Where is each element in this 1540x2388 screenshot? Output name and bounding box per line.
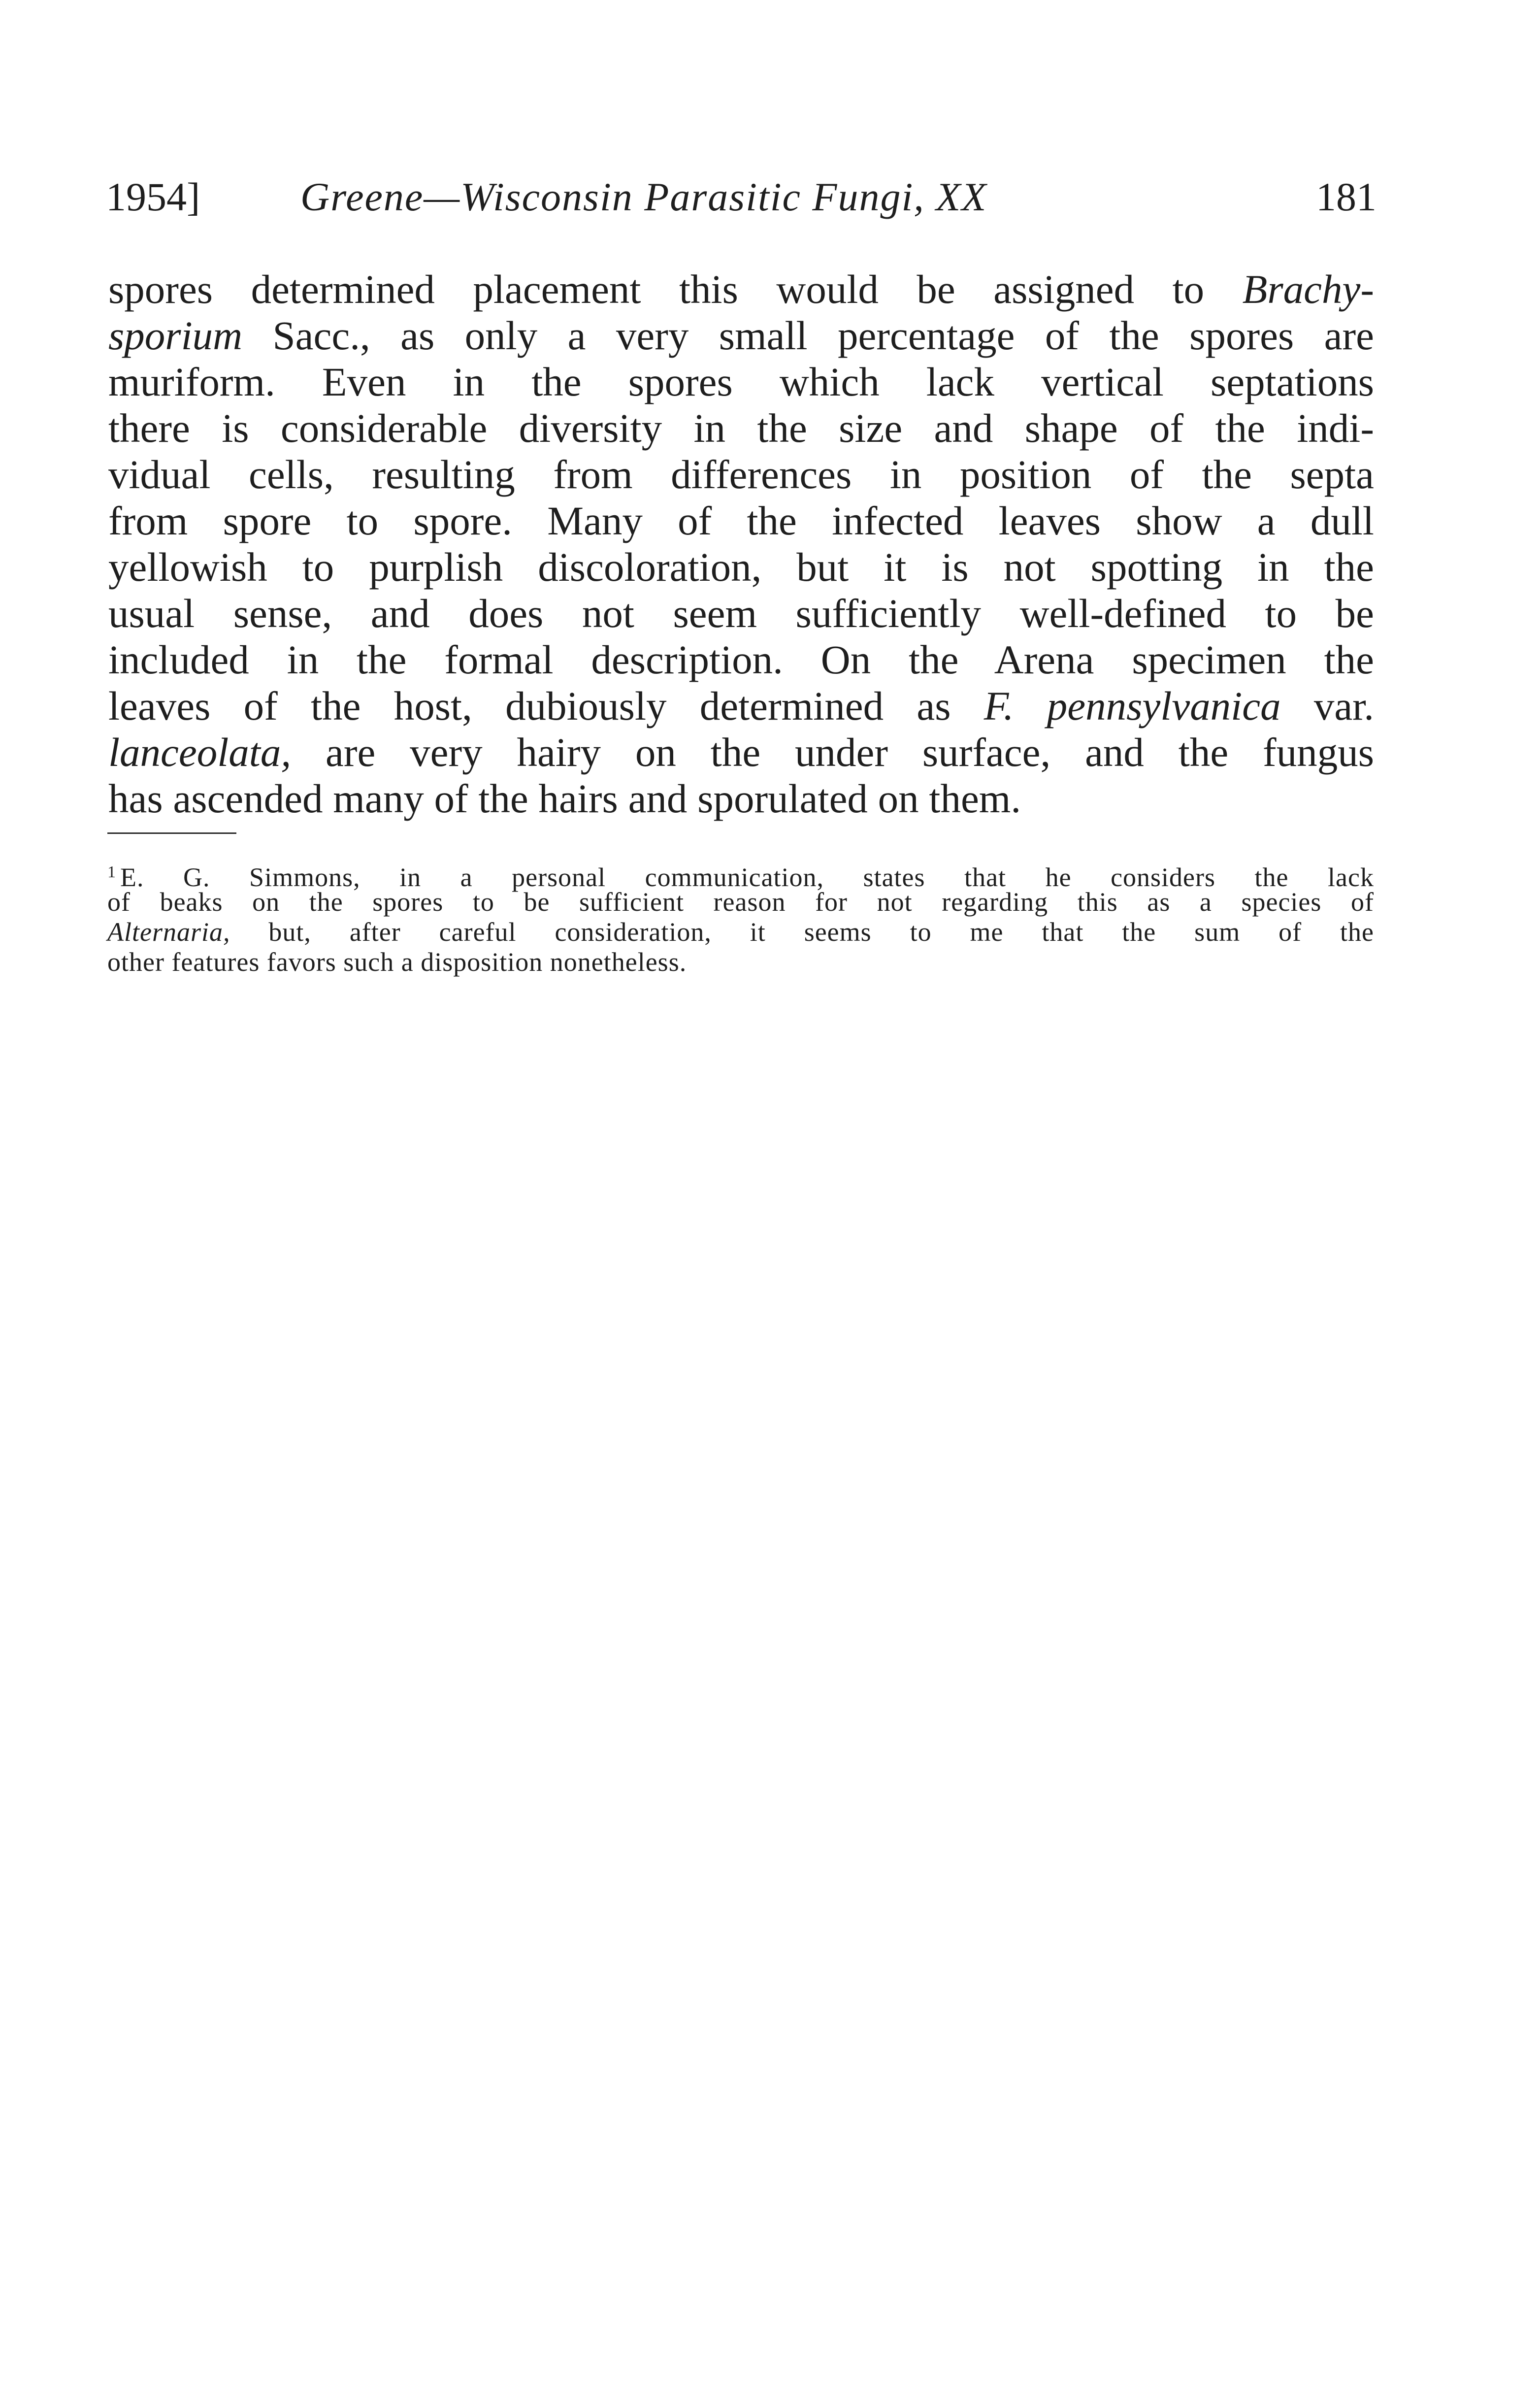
text-line: vidual cells, resulting from differences in position of the septa (108, 452, 1374, 497)
footnote-marker: 1 (107, 863, 116, 881)
text-line: leaves of the host, dubiously determined as F. pennsylvanica var. (108, 683, 1374, 729)
footnote-divider (107, 832, 236, 834)
text-line: muriform. Even in the spores which lack vertical septations (108, 359, 1374, 404)
running-head (106, 170, 1376, 224)
text-line: included in the formal description. On the Arena specimen the (108, 637, 1374, 682)
text-line: spores determined placement this would be assigned to Brachy- (108, 266, 1374, 312)
footnote-line: Alternaria, but, after careful consideration, it seems to me that the sum of the (107, 917, 1374, 947)
header-year: 1954] (106, 174, 200, 219)
footnote-line: of beaks on the spores to be sufficient reason for not regarding this as a species of (107, 887, 1374, 917)
header-title: Greene—Wisconsin Parasitic Fungi, XX (300, 174, 987, 219)
page-number: 181 (1316, 174, 1376, 219)
text-line: usual sense, and does not seem sufficiently well-defined to be (108, 591, 1374, 636)
text-line: from spore to spore. Many of the infected leaves show a dull (108, 498, 1374, 543)
text-line: there is considerable diversity in the size and shape of the indi- (108, 405, 1374, 451)
footnote-line: other features favors such a disposition nonetheless. (107, 947, 687, 977)
body-paragraph (108, 266, 1374, 822)
text-line: yellowish to purplish discoloration, but it is not spotting in the (108, 544, 1374, 590)
footnote (107, 857, 1374, 977)
footnote-line: $^1$ E. G. Simmons, in a personal communication, states that he considers the lack (107, 862, 1374, 892)
text-line: lanceolata, are very hairy on the under surface, and the fungus (108, 730, 1374, 775)
text-line: has ascended many of the hairs and sporulated on them. (108, 776, 1021, 821)
text-line: sporium Sacc., as only a very small percentage of the spores are (108, 313, 1374, 358)
